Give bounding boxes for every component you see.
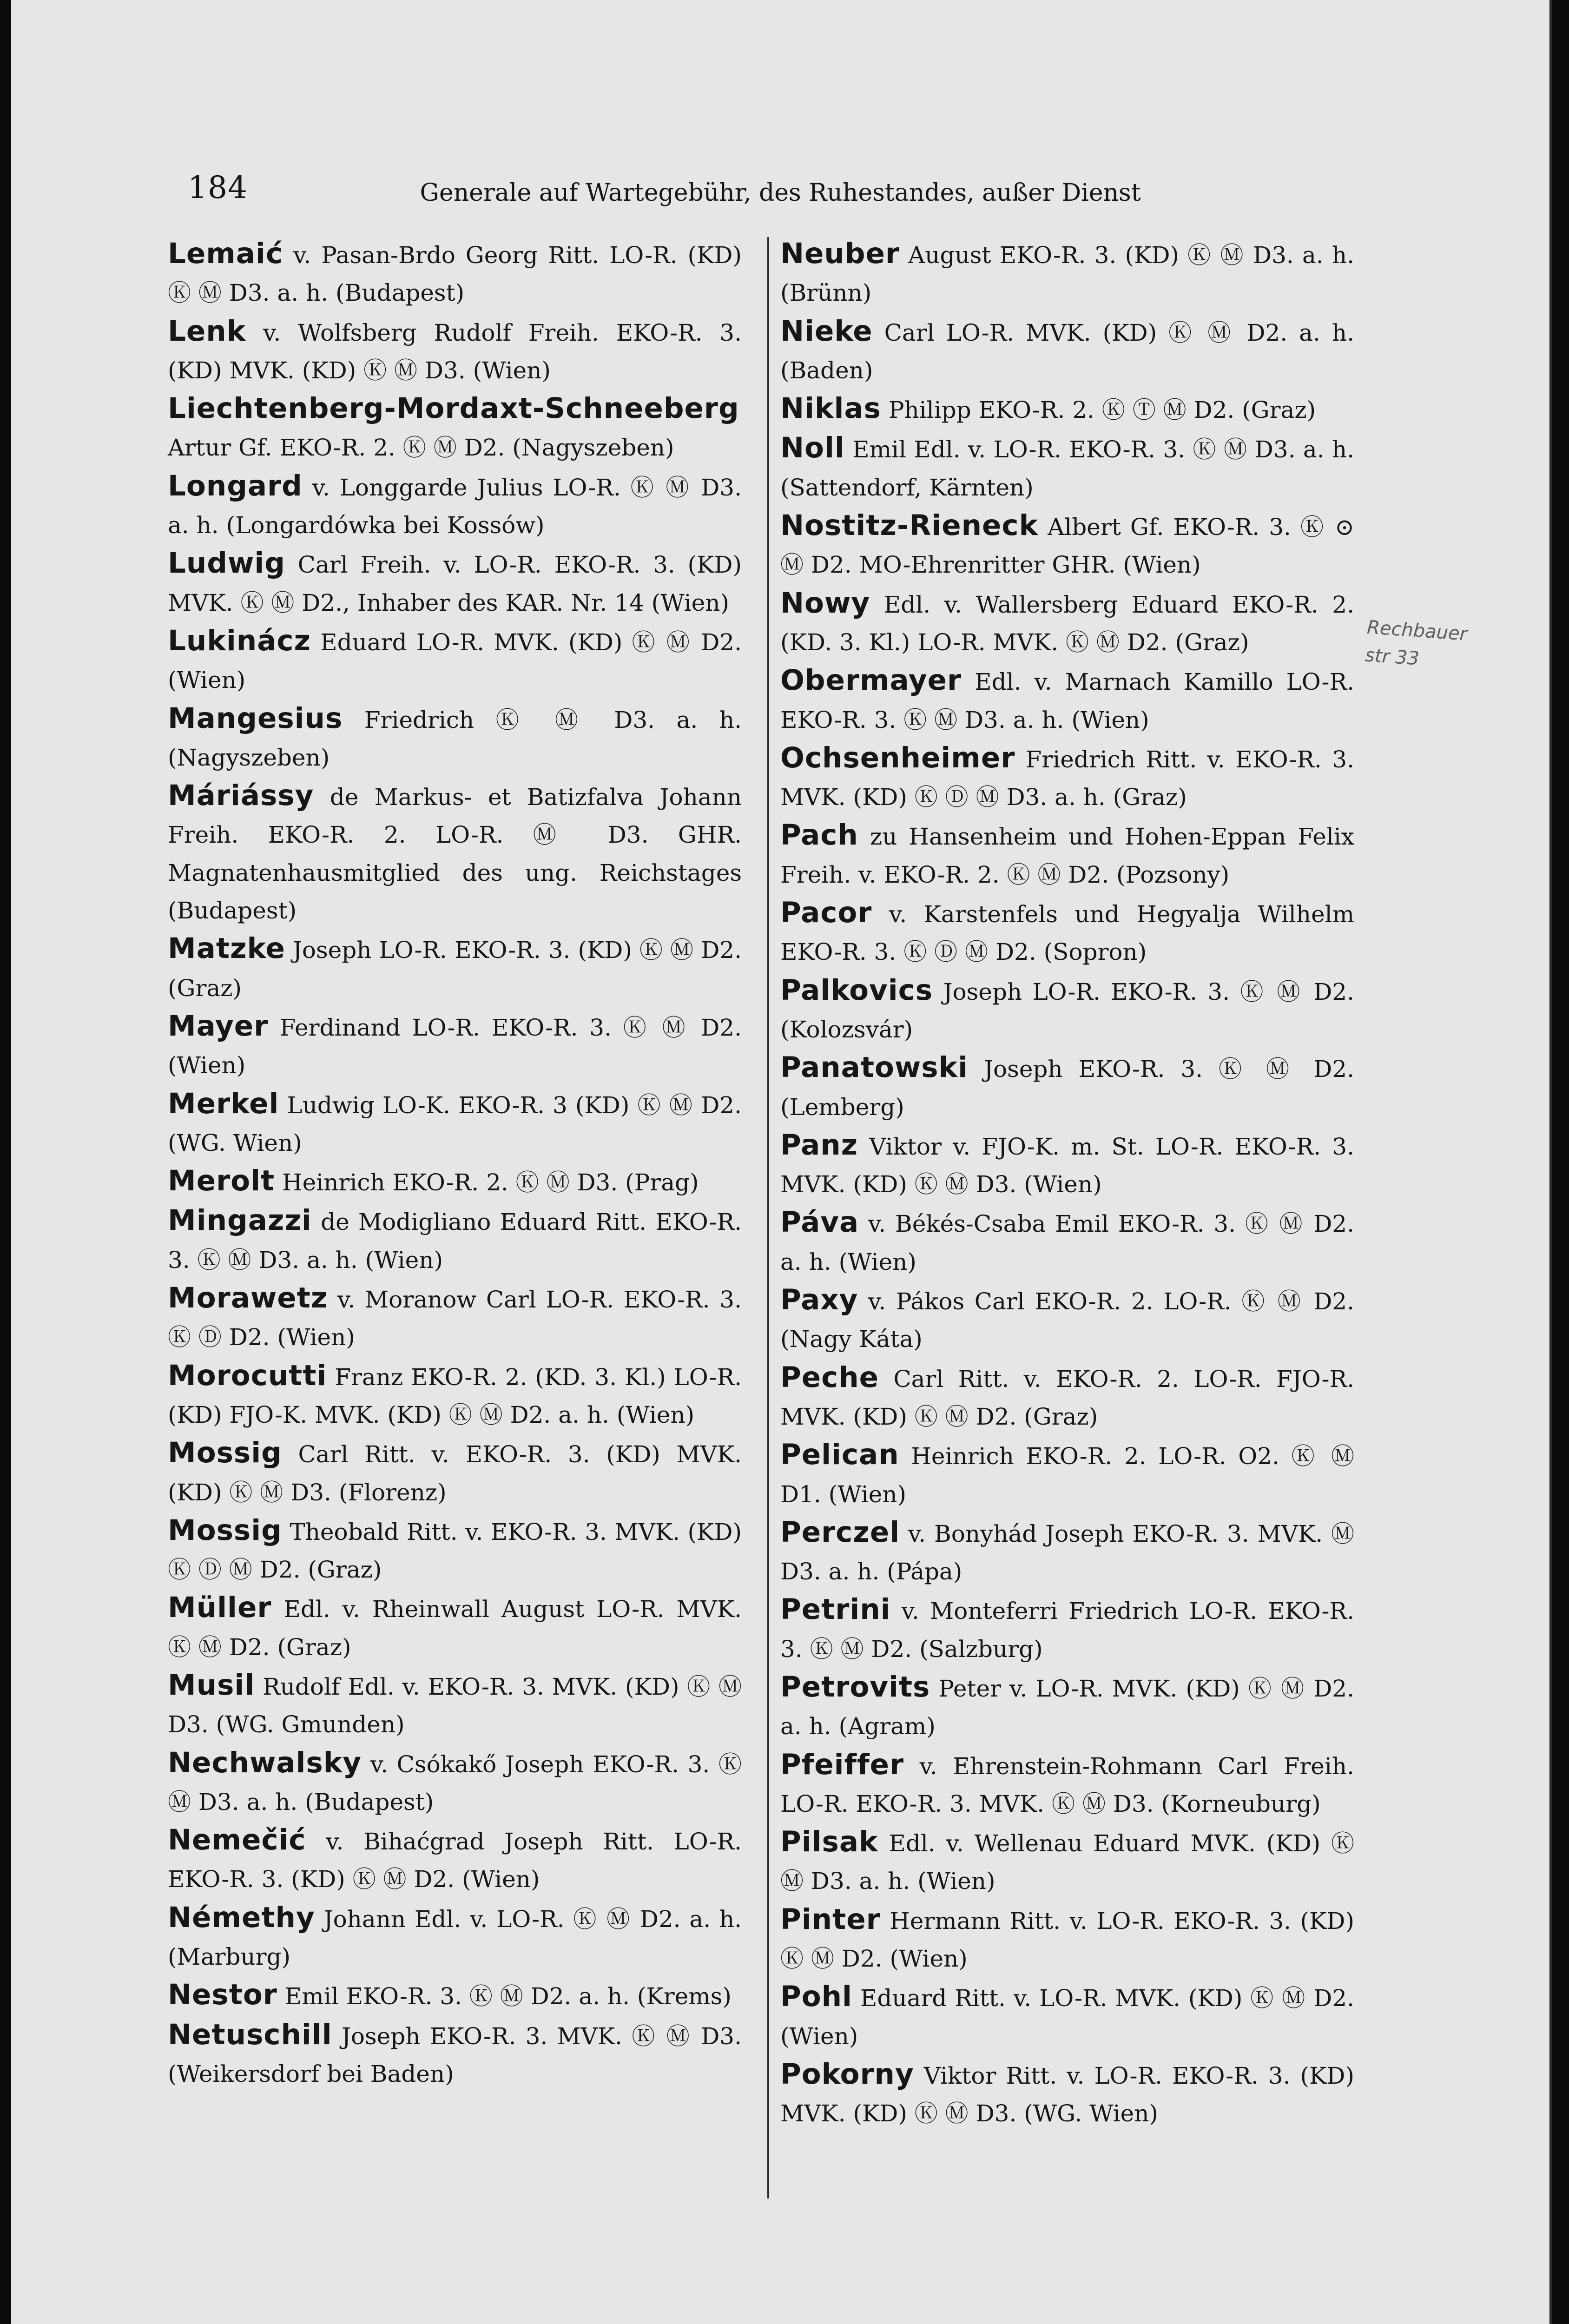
entry-name: Nemečić bbox=[168, 1823, 306, 1857]
entry bbox=[780, 661, 1354, 739]
entry bbox=[780, 1978, 1354, 2055]
entry-name: Mossig bbox=[168, 1436, 282, 1470]
entry bbox=[780, 1823, 1354, 1901]
margin-note-line: Rechbauer bbox=[1366, 616, 1468, 645]
entry bbox=[168, 390, 742, 467]
entry-name: Pelican bbox=[780, 1438, 899, 1472]
entry-name: Nostitz-Rieneck bbox=[780, 509, 1039, 542]
entry-name: Merkel bbox=[168, 1087, 279, 1120]
entry-name: Mingazzi bbox=[168, 1204, 312, 1237]
entry-name: Müller bbox=[168, 1591, 272, 1624]
entry-name: Pokorny bbox=[780, 2057, 914, 2091]
entry-name: Páva bbox=[780, 1206, 859, 1239]
entry bbox=[168, 1744, 742, 1822]
entry-text: v. Monteferri Friedrich LO-R. EKO-R. 3. Ⓚ Ⓜ D2. (Salzburg) bbox=[780, 1598, 1354, 1663]
handwritten-margin-note bbox=[1364, 614, 1507, 679]
entry-name: Niklas bbox=[780, 392, 881, 425]
entry bbox=[780, 235, 1354, 312]
entry bbox=[168, 1976, 742, 2015]
entry-name: Panatowski bbox=[780, 1051, 969, 1084]
entry bbox=[168, 467, 742, 545]
entry bbox=[168, 1162, 742, 1202]
column-divider bbox=[767, 237, 769, 2199]
entry bbox=[780, 1901, 1354, 1978]
entry-text: v. Ehrenstein-Rohmann Carl Freih. LO-R. EKO-R. 3. MVK. Ⓚ Ⓜ D3. (Korneuburg) bbox=[780, 1752, 1354, 1817]
entry-text: Viktor Ritt. v. LO-R. EKO-R. 3. (KD) MVK. (KD) Ⓚ Ⓜ D3. (WG. Wien) bbox=[780, 2062, 1354, 2127]
right-column bbox=[780, 235, 1354, 2133]
entry-name: Ludwig bbox=[168, 547, 285, 580]
entry-text: Eduard Ritt. v. LO-R. MVK. (KD) Ⓚ Ⓜ D2. (Wien) bbox=[780, 1985, 1354, 2050]
entry-name: Mayer bbox=[168, 1009, 269, 1043]
entry bbox=[780, 507, 1354, 584]
book-page bbox=[11, 0, 1552, 2324]
entry bbox=[780, 390, 1354, 429]
entry-name: Morocutti bbox=[168, 1359, 327, 1392]
entry bbox=[780, 1668, 1354, 1746]
entry-text: v. Bonyhád Joseph EKO-R. 3. MVK. Ⓜ D3. a. h. (Pápa) bbox=[780, 1520, 1354, 1585]
entry-text: v. Karstenfels und Hegyalja Wilhelm EKO-R. 3. Ⓚ Ⓓ Ⓜ D2. (Sopron) bbox=[780, 901, 1354, 966]
entry-name: Pohl bbox=[780, 1980, 852, 2014]
entry-name: Longard bbox=[168, 469, 303, 502]
entry bbox=[780, 1513, 1354, 1591]
entry-name: Palkovics bbox=[780, 973, 933, 1007]
entry bbox=[168, 1589, 742, 1666]
entry-text: Edl. v. Wallersberg Eduard EKO-R. 2. (KD. 3. Kl.) LO-R. MVK. Ⓚ Ⓜ D2. (Graz) bbox=[780, 591, 1354, 656]
entry-name: Paxy bbox=[780, 1283, 858, 1317]
entry-text: Emil EKO-R. 3. Ⓚ Ⓜ D2. a. h. (Krems) bbox=[284, 1983, 732, 2010]
entry-text: v. Békés-Csaba Emil EKO-R. 3. Ⓚ Ⓜ D2. a. h. (Wien) bbox=[780, 1210, 1354, 1275]
entry-text: Friedrich Ritt. v. EKO-R. 3. MVK. (KD) Ⓚ Ⓓ Ⓜ D3. a. h. (Graz) bbox=[780, 746, 1354, 811]
margin-note-line: str 33 bbox=[1364, 644, 1420, 670]
entry-name: Lemaić bbox=[168, 237, 283, 270]
entry-name: Nieke bbox=[780, 314, 873, 348]
entry-text: v. Csókakő Joseph EKO-R. 3. Ⓚ Ⓜ D3. a. h. (Budapest) bbox=[168, 1750, 742, 1816]
entry-name: Neuber bbox=[780, 237, 900, 270]
entry-name: Nestor bbox=[168, 1978, 277, 2012]
entry-name: Merolt bbox=[168, 1164, 275, 1198]
entry-name: Lukinácz bbox=[168, 624, 311, 657]
entry-text: Viktor v. FJO-K. m. St. LO-R. EKO-R. 3. MVK. (KD) Ⓚ Ⓜ D3. (Wien) bbox=[780, 1133, 1354, 1198]
entry-name: Matzke bbox=[168, 932, 285, 965]
entry-name: Mangesius bbox=[168, 701, 343, 735]
entry-text: Carl Ritt. v. EKO-R. 3. (KD) MVK. (KD) Ⓚ Ⓜ D3. (Florenz) bbox=[168, 1441, 742, 1506]
entry-text: Joseph LO-R. EKO-R. 3. Ⓚ Ⓜ D2. (Kolozsvár) bbox=[780, 978, 1354, 1043]
entry bbox=[168, 1512, 742, 1589]
left-column bbox=[168, 235, 742, 2093]
entry-text: v. Bihaćgrad Joseph Ritt. LO-R. EKO-R. 3. (KD) Ⓚ Ⓜ D2. (Wien) bbox=[168, 1828, 742, 1893]
entry-text: Edl. v. Marnach Kamillo LO-R. EKO-R. 3. Ⓚ Ⓜ D3. a. h. (Wien) bbox=[780, 668, 1354, 733]
entry-name: Némethy bbox=[168, 1901, 315, 1934]
entry-text: Hermann Ritt. v. LO-R. EKO-R. 3. (KD) Ⓚ Ⓜ D2. (Wien) bbox=[780, 1907, 1354, 1973]
entry bbox=[168, 1899, 742, 1976]
entry-name: Mossig bbox=[168, 1513, 282, 1547]
entry bbox=[168, 1279, 742, 1357]
entry bbox=[780, 429, 1354, 507]
entry bbox=[168, 312, 742, 390]
entry bbox=[780, 1436, 1354, 1513]
entry bbox=[780, 1746, 1354, 1823]
entry-text: Peter v. LO-R. MVK. (KD) Ⓚ Ⓜ D2. a. h. (Agram) bbox=[780, 1675, 1354, 1740]
entry-text: v. Pasan-Brdo Georg Ritt. LO-R. (KD) Ⓚ Ⓜ D3. a. h. (Budapest) bbox=[168, 242, 742, 307]
entry-text: Edl. v. Rheinwall August LO-R. MVK. Ⓚ Ⓜ D2. (Graz) bbox=[168, 1596, 742, 1661]
entry bbox=[780, 739, 1354, 817]
entry bbox=[780, 1203, 1354, 1281]
entry bbox=[168, 1821, 742, 1899]
running-head: Generale auf Wartegebühr, des Ruhestandes, außer Dienst bbox=[420, 179, 1141, 207]
entry bbox=[168, 1357, 742, 1434]
entry bbox=[780, 971, 1354, 1049]
entry bbox=[168, 930, 742, 1007]
entry bbox=[168, 1202, 742, 1279]
entry-text: Carl Ritt. v. EKO-R. 2. LO-R. FJO-R. MVK. (KD) Ⓚ Ⓜ D2. (Graz) bbox=[780, 1365, 1354, 1430]
entry-name: Pach bbox=[780, 819, 858, 852]
entry-text: Edl. v. Wellenau Eduard MVK. (KD) Ⓚ Ⓜ D3. a. h. (Wien) bbox=[780, 1830, 1354, 1895]
entry-text: Ludwig LO-K. EKO-R. 3 (KD) Ⓚ Ⓜ D2. (WG. Wien) bbox=[168, 1091, 742, 1156]
entry-text: Carl Freih. v. LO-R. EKO-R. 3. (KD) MVK. Ⓚ Ⓜ D2., Inhaber des KAR. Nr. 14 (Wien) bbox=[168, 551, 742, 616]
entry-text: Joseph LO-R. EKO-R. 3. (KD) Ⓚ Ⓜ D2. (Graz) bbox=[168, 937, 742, 1002]
entry bbox=[168, 1007, 742, 1085]
entry-text: Franz EKO-R. 2. (KD. 3. Kl.) LO-R. (KD) FJO-K. MVK. (KD) Ⓚ Ⓜ D2. a. h. (Wien) bbox=[168, 1363, 742, 1428]
entry bbox=[168, 777, 742, 930]
entry bbox=[780, 312, 1354, 390]
entry-text: de Modigliano Eduard Ritt. EKO-R. 3. Ⓚ Ⓜ D3. a. h. (Wien) bbox=[168, 1208, 742, 1274]
page-number: 184 bbox=[188, 170, 248, 205]
entry-name: Peche bbox=[780, 1360, 879, 1394]
entry-name: Obermayer bbox=[780, 664, 962, 697]
entry-name: Ochsenheimer bbox=[780, 741, 1015, 774]
entry-name: Máriássy bbox=[168, 779, 314, 812]
entry-name: Nechwalsky bbox=[168, 1746, 362, 1779]
entry-text: Rudolf Edl. v. EKO-R. 3. MVK. (KD) Ⓚ Ⓜ D3. (WG. Gmunden) bbox=[168, 1673, 742, 1738]
entry bbox=[780, 1359, 1354, 1436]
entry-text: Ferdinand LO-R. EKO-R. 3. Ⓚ Ⓜ D2. (Wien) bbox=[168, 1014, 742, 1079]
entry bbox=[168, 1085, 742, 1162]
entry-text: Joseph EKO-R. 3. Ⓚ Ⓜ D2. (Lemberg) bbox=[780, 1056, 1354, 1121]
entry-text: zu Hansenheim und Hohen-Eppan Felix Freih. v. EKO-R. 2. Ⓚ Ⓜ D2. (Pozsony) bbox=[780, 823, 1354, 888]
entry bbox=[780, 584, 1354, 662]
entry-text: v. Moranow Carl LO-R. EKO-R. 3. Ⓚ Ⓓ D2. (Wien) bbox=[168, 1286, 742, 1351]
entry-name: Lenk bbox=[168, 314, 246, 348]
entry bbox=[168, 700, 742, 777]
entry-name: Pfeiffer bbox=[780, 1748, 904, 1781]
entry-name: Pacor bbox=[780, 896, 872, 930]
entry-name: Pinter bbox=[780, 1902, 881, 1936]
entry bbox=[780, 894, 1354, 971]
entry bbox=[168, 544, 742, 622]
entry-name: Morawetz bbox=[168, 1281, 328, 1315]
entry-text: Joseph EKO-R. 3. MVK. Ⓚ Ⓜ D3. (Weikersdorf bei Baden) bbox=[168, 2022, 742, 2087]
entry-text: Heinrich EKO-R. 2. Ⓚ Ⓜ D3. (Prag) bbox=[282, 1169, 699, 1196]
entry bbox=[168, 622, 742, 700]
entry-name: Netuschill bbox=[168, 2018, 332, 2051]
entry-name: Noll bbox=[780, 431, 845, 465]
entry-text: v. Wolfsberg Rudolf Freih. EKO-R. 3. (KD) MVK. (KD) Ⓚ Ⓜ D3. (Wien) bbox=[168, 319, 742, 384]
entry-text: Johann Edl. v. LO-R. Ⓚ Ⓜ D2. a. h. (Marburg) bbox=[168, 1905, 742, 1971]
entry-name: Petrini bbox=[780, 1593, 891, 1626]
entry-text: de Markus- et Batizfalva Johann Freih. EKO-R. 2. LO-R. Ⓜ D3. GHR. Magnatenhausmitglied des ung. Reichstages (Budapest) bbox=[168, 784, 742, 924]
entry bbox=[780, 1281, 1354, 1359]
entry-text: Heinrich EKO-R. 2. LO-R. O2. Ⓚ Ⓜ D1. (Wien) bbox=[780, 1443, 1354, 1508]
entry-name: Perczel bbox=[780, 1515, 900, 1549]
entry-text: Albert Gf. EKO-R. 3. Ⓚ ⊙ Ⓜ D2. MO-Ehrenritter GHR. (Wien) bbox=[780, 514, 1354, 579]
entry bbox=[780, 816, 1354, 894]
entry-text: Artur Gf. EKO-R. 2. Ⓚ Ⓜ D2. (Nagyszeben) bbox=[168, 434, 674, 462]
entry-name: Panz bbox=[780, 1128, 858, 1162]
entry bbox=[780, 1591, 1354, 1668]
entry-text: Eduard LO-R. MVK. (KD) Ⓚ Ⓜ D2. (Wien) bbox=[168, 628, 742, 694]
entry-text: Friedrich Ⓚ Ⓜ D3. a. h. (Nagyszeben) bbox=[168, 706, 742, 771]
entry-text: August EKO-R. 3. (KD) Ⓚ Ⓜ D3. a. h. (Brünn) bbox=[780, 242, 1354, 307]
entry-name: Pilsak bbox=[780, 1825, 878, 1859]
entry-name: Liechtenberg-Mordaxt-Schneeberg bbox=[168, 392, 739, 425]
entry-text: Emil Edl. v. LO-R. EKO-R. 3. Ⓚ Ⓜ D3. a. h. (Sattendorf, Kärnten) bbox=[780, 436, 1354, 501]
entry bbox=[780, 2055, 1354, 2133]
entry-text: v. Pákos Carl EKO-R. 2. LO-R. Ⓚ Ⓜ D2. (Nagy Káta) bbox=[780, 1288, 1354, 1353]
entry bbox=[168, 1434, 742, 1512]
entry-text: Philipp EKO-R. 2. Ⓚ Ⓣ Ⓜ D2. (Graz) bbox=[888, 396, 1316, 424]
entry-text: Carl LO-R. MVK. (KD) Ⓚ Ⓜ D2. a. h. (Baden) bbox=[780, 319, 1354, 384]
entry bbox=[780, 1049, 1354, 1126]
entry-text: Theobald Ritt. v. EKO-R. 3. MVK. (KD) Ⓚ Ⓓ Ⓜ D2. (Graz) bbox=[168, 1518, 742, 1584]
entry bbox=[168, 2016, 742, 2093]
entry bbox=[168, 1666, 742, 1744]
entry-name: Petrovits bbox=[780, 1670, 930, 1703]
entry-name: Musil bbox=[168, 1668, 255, 1702]
entry-text: v. Longgarde Julius LO-R. Ⓚ Ⓜ D3. a. h. (Longardówka bei Kossów) bbox=[168, 474, 742, 539]
entry bbox=[780, 1126, 1354, 1204]
entry-name: Nowy bbox=[780, 586, 870, 620]
entry bbox=[168, 235, 742, 312]
